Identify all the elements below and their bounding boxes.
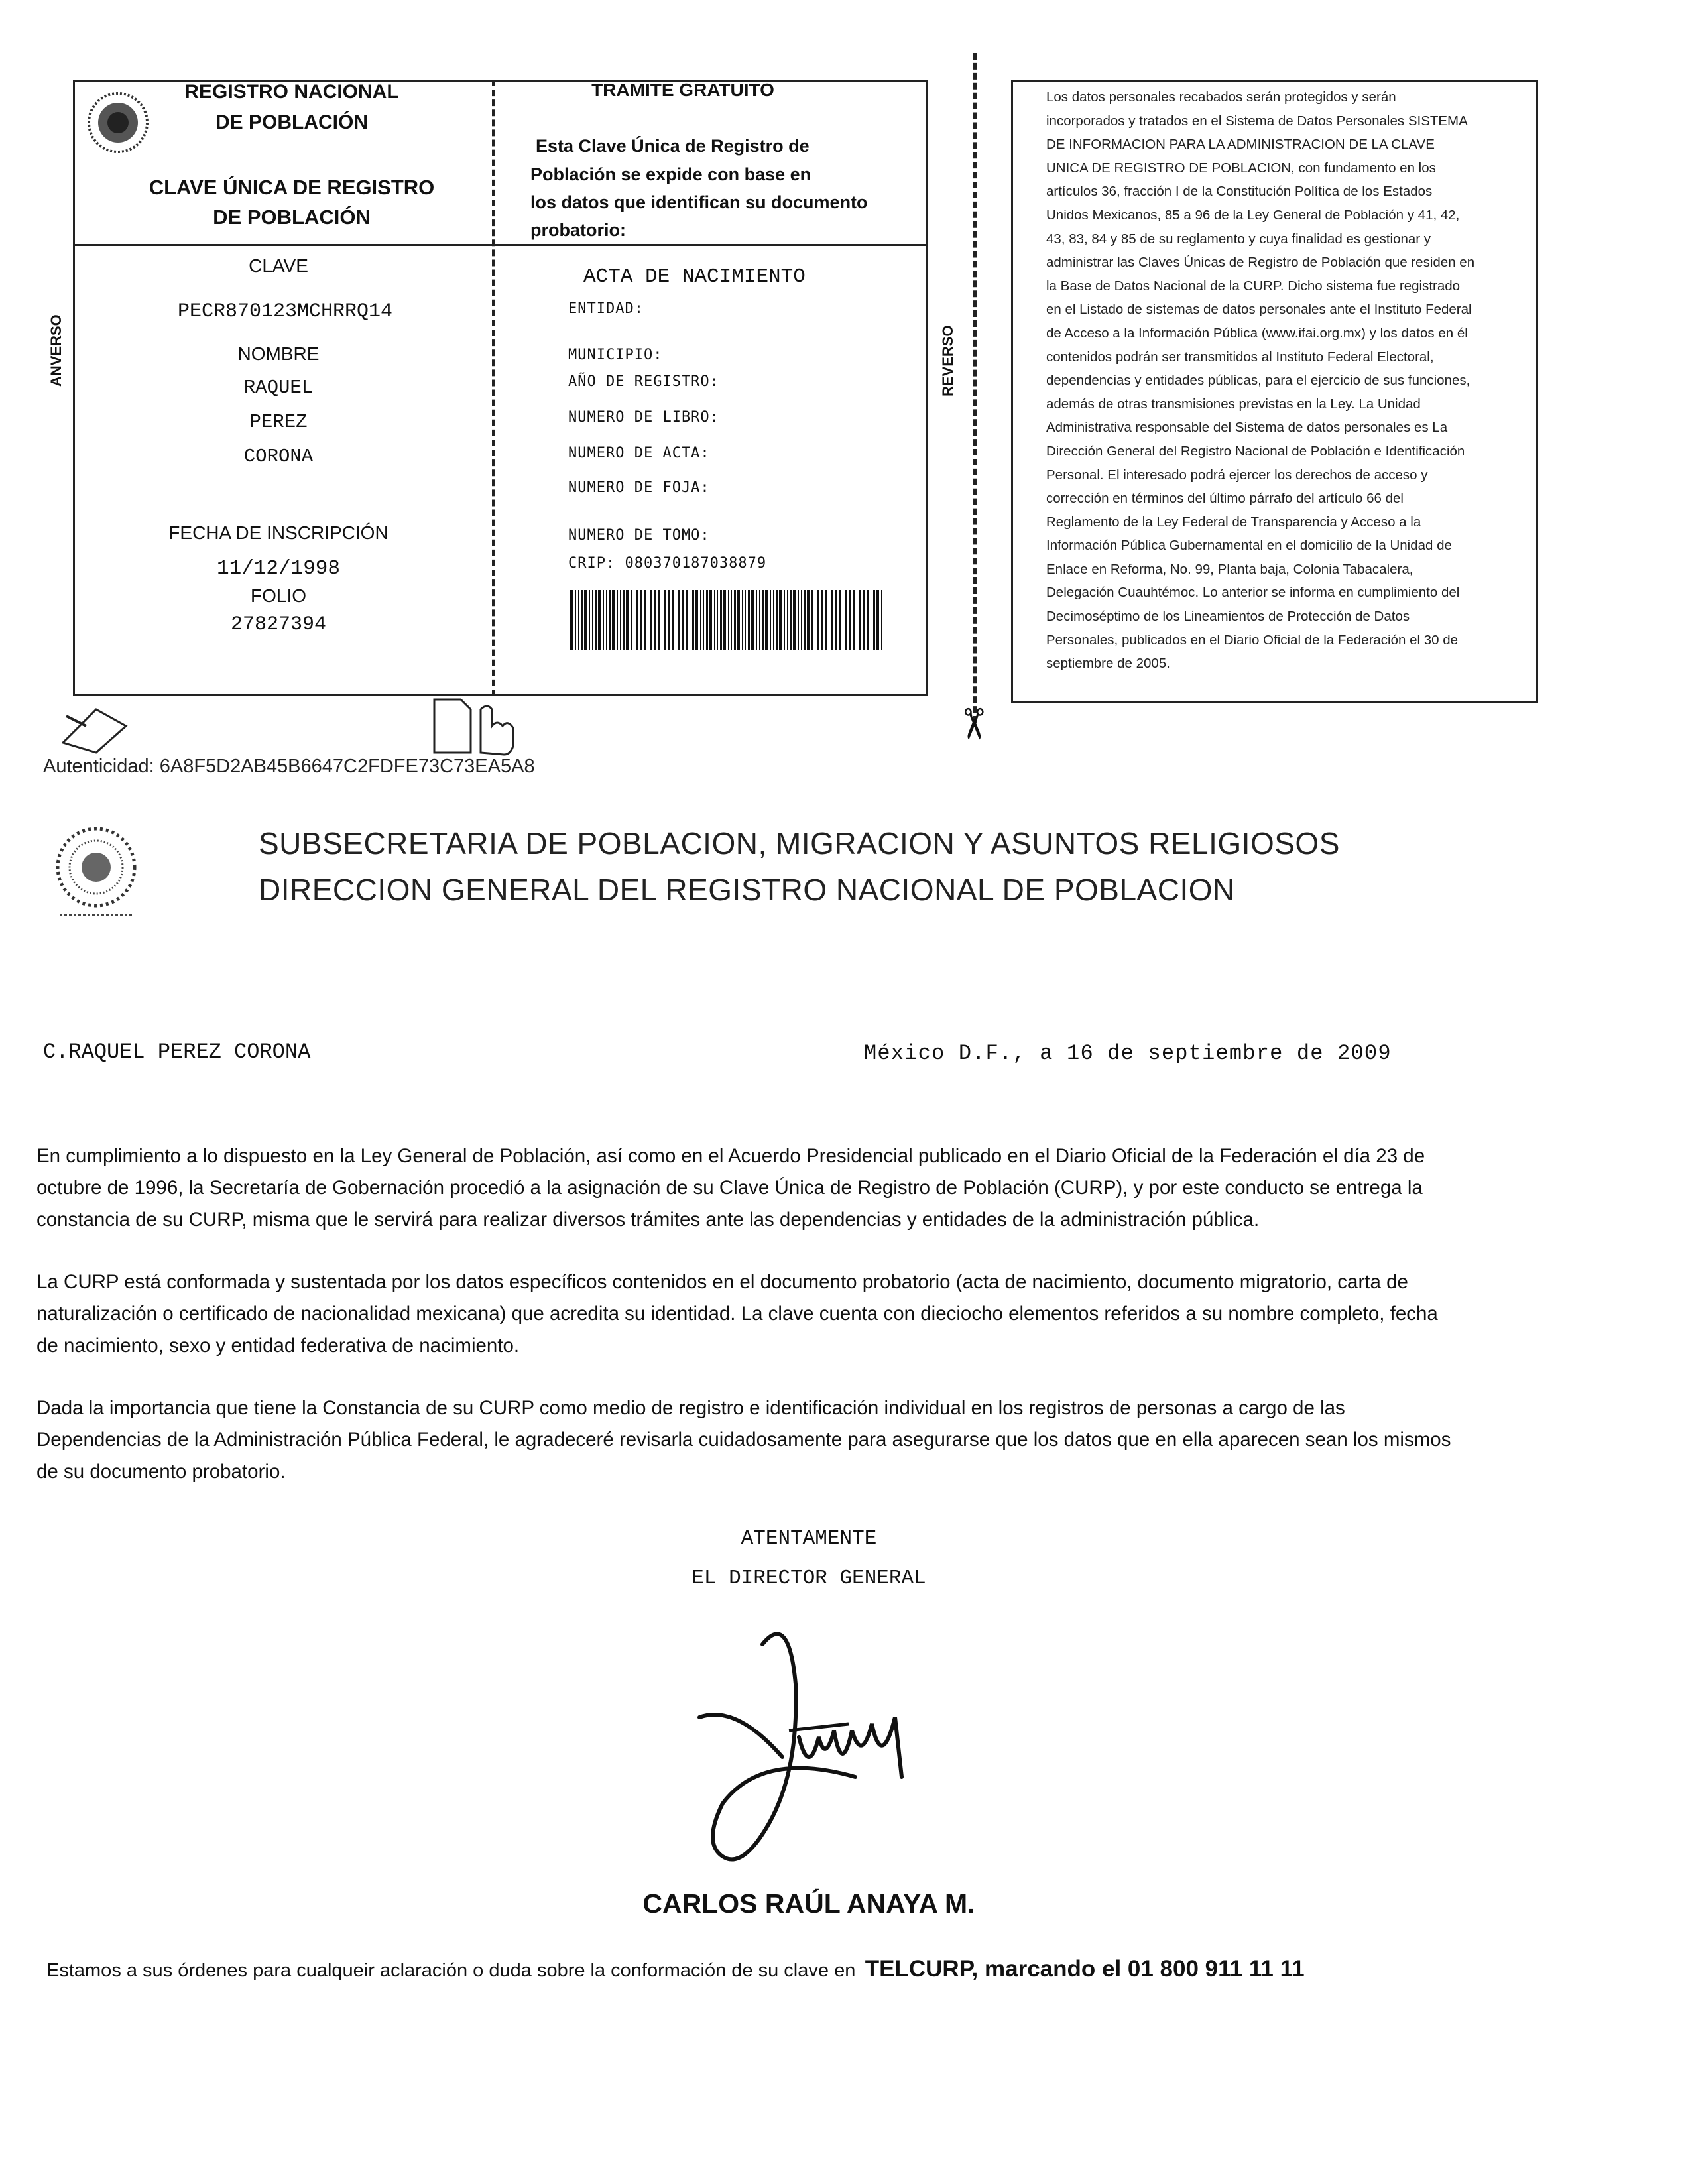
paragraph-3 [36,1392,1641,1488]
reverso-label: REVERSO [939,325,956,396]
field-entidad: ENTIDAD: [568,300,644,317]
agency-line2: DE POBLACIÓN [215,111,368,133]
card-fold-line [492,80,495,696]
notice-line: UNICA DE REGISTRO DE POBLACION, con fundamento en los [1046,160,1436,176]
barcode [570,590,882,650]
paragraph-1 [36,1140,1641,1236]
header-line1: SUBSECRETARIA DE POBLACION, MIGRACION Y ASUNTOS RELIGIOSOS [259,826,1340,861]
fecha-value: 11/12/1998 [216,557,341,580]
cut-line [973,53,977,723]
national-seal-icon [85,90,151,156]
card-title-line2: DE POBLACIÓN [213,206,371,229]
notice-line: Reglamento de la Ley Federal de Transparencia y Acceso a la [1046,514,1421,530]
privacy-notice [1011,80,1538,703]
notice-line: DE INFORMACION PARA LA ADMINISTRACION DE LA CLAVE [1046,137,1435,152]
nombre-third: CORONA [243,446,314,467]
notice-line: administrar las Claves Únicas de Registro de Población que residen en [1046,255,1475,271]
notice-line: de Acceso a la Información Pública (www.ifai.org.mx) y los datos en él [1046,325,1468,341]
intro-line3: los datos que identifican su documento [530,192,868,212]
free-label: TRAMITE GRATUITO [591,80,774,100]
fold-corner-icon [56,696,136,756]
field-numero-acta: NUMERO DE ACTA: [568,445,710,461]
notice-line: la Base de Datos Nacional de la CURP. Dicho sistema fue registrado [1046,278,1461,294]
nombre-first: RAQUEL [243,377,314,398]
notice-line: en el Listado de sistemas de datos personales ante el Instituto Federal [1046,302,1472,318]
signer-name: CARLOS RAÚL ANAYA M. [642,1888,975,1919]
paragraph-2 [36,1266,1641,1362]
paragraph-line: En cumplimiento a lo dispuesto en la Ley General de Población, así como en el Acuerdo Presidencial publicado en el Diario Oficial de la Federación el día 23 de [36,1145,1425,1167]
paragraph-line: naturalización o certificado de nacionalidad mexicana) que acredita su identidad. La clave cuenta con dieciocho elementos referidos a su nombre completo, fecha [36,1303,1438,1325]
footer-text: Estamos a sus órdenes para cualqueir aclaración o duda sobre la conformación de su clave en [46,1960,856,1981]
intro-line4: probatorio: [530,220,626,240]
clave-value: PECR870123MCHRRQ14 [177,300,393,323]
field-crip: CRIP: 080370187038879 [568,555,767,572]
notice-line: además de otras transmisiones previstas en la Ley. La Unidad [1046,396,1421,412]
recipient: C.RAQUEL PEREZ CORONA [43,1040,311,1064]
clave-label: CLAVE [249,255,308,276]
closing-salutation: ATENTAMENTE [741,1527,877,1550]
nombre-label: NOMBRE [237,343,320,364]
notice-line: Personal. El interesado podrá ejercer los derechos de acceso y [1046,467,1428,483]
folio-value: 27827394 [230,613,327,636]
notice-line: 43, 83, 84 y 85 de su reglamento y cuya finalidad es gestionar y [1046,231,1431,247]
notice-line: Delegación Cuauhtémoc. Lo anterior se informa en cumplimiento del [1046,585,1460,601]
notice-line: Unidos Mexicanos, 85 a 96 de la Ley General de Población y 41, 42, [1046,207,1460,223]
card-divider [73,244,928,246]
fecha-label: FECHA DE INSCRIPCIÓN [168,522,389,543]
paragraph-line: de su documento probatorio. [36,1461,286,1483]
notice-line: Personales, publicados en el Diario Oficial de la Federación el 30 de [1046,632,1459,648]
field-municipio: MUNICIPIO: [568,347,663,363]
folio-label: FOLIO [250,585,306,606]
field-numero-libro: NUMERO DE LIBRO: [568,409,719,426]
intro-line2: Población se expide con base en [530,164,811,184]
notice-line: Información Pública Gubernamental en el domicilio de la Unidad de [1046,538,1452,554]
nombre-second: PEREZ [249,411,308,433]
agency-line1: REGISTRO NACIONAL [184,81,399,103]
notice-line: Administrativa responsable del Sistema de datos personales es La [1046,420,1448,436]
header-line2: DIRECCION GENERAL DEL REGISTRO NACIONAL DE POBLACION [259,873,1235,907]
paragraph-line: de nacimiento, sexo y entidad federativa de nacimiento. [36,1335,520,1357]
scissors-icon: ✂ [947,706,997,742]
notice-line: incorporados y tratados en el Sistema de Datos Personales SISTEMA [1046,113,1468,129]
intro-line1: Esta Clave Única de Registro de [536,136,810,156]
field-ano-registro: AÑO DE REGISTRO: [568,373,719,390]
paragraph-line: octubre de 1996, la Secretaría de Gobernación procedió a la asignación de su Clave Única de Registro de Población (CURP), y por este conducto se entrega la [36,1177,1423,1199]
authenticity-code: Autenticidad: 6A8F5D2AB45B6647C2FDFE73C73EA5A8 [43,756,535,777]
notice-line: artículos 36, fracción I de la Constitución Política de los Estados [1046,184,1433,200]
card-title-line1: CLAVE ÚNICA DE REGISTRO [149,176,435,199]
notice-line: corrección en términos del último párrafo del artículo 66 del [1046,491,1404,507]
paragraph-line: Dada la importancia que tiene la Constancia de su CURP como medio de registro e identificación individual en los registros de personas a cargo de las [36,1397,1345,1419]
document-hand-icon [431,696,524,756]
notice-line: contenidos podrán ser transmitidos al Instituto Federal Electoral, [1046,349,1434,365]
closing-title: EL DIRECTOR GENERAL [691,1567,926,1590]
paragraph-line: La CURP está conformada y sustentada por los datos específicos contenidos en el documento probatorio (acta de nacimiento, documento migratorio, carta de [36,1271,1408,1293]
field-numero-tomo: NUMERO DE TOMO: [568,527,710,544]
telcurp-phone: TELCURP, marcando el 01 800 911 11 11 [865,1956,1305,1982]
anverso-label: ANVERSO [48,314,64,387]
notice-line: Los datos personales recabados serán protegidos y serán [1046,90,1396,105]
paragraph-line: Dependencias de la Administración Pública Federal, le agradeceré revisarla cuidadosamente para asegurarse que los datos que en ella aparecen sean los mismos [36,1429,1451,1451]
footer-contact [46,1956,1305,1982]
notice-line: septiembre de 2005. [1046,656,1170,672]
government-seal-icon [46,822,146,922]
field-numero-foja: NUMERO DE FOJA: [568,479,710,496]
doc-title: ACTA DE NACIMIENTO [583,265,806,288]
paragraph-line: constancia de su CURP, misma que le servirá para realizar diversos trámites ante las dependencias y entidades de la administración pública. [36,1209,1260,1231]
notice-line: Dirección General del Registro Nacional de Población e Identificación [1046,443,1465,459]
notice-line: Decimoséptimo de los Lineamientos de Protección de Datos [1046,609,1410,625]
notice-line: dependencias y entidades públicas, para el ejercicio de sus funciones, [1046,373,1471,389]
date-line: México D.F., a 16 de septiembre de 2009 [864,1041,1392,1065]
signature [683,1605,975,1883]
notice-line: Enlace en Reforma, No. 99, Planta baja, Colonia Tabacalera, [1046,561,1413,577]
